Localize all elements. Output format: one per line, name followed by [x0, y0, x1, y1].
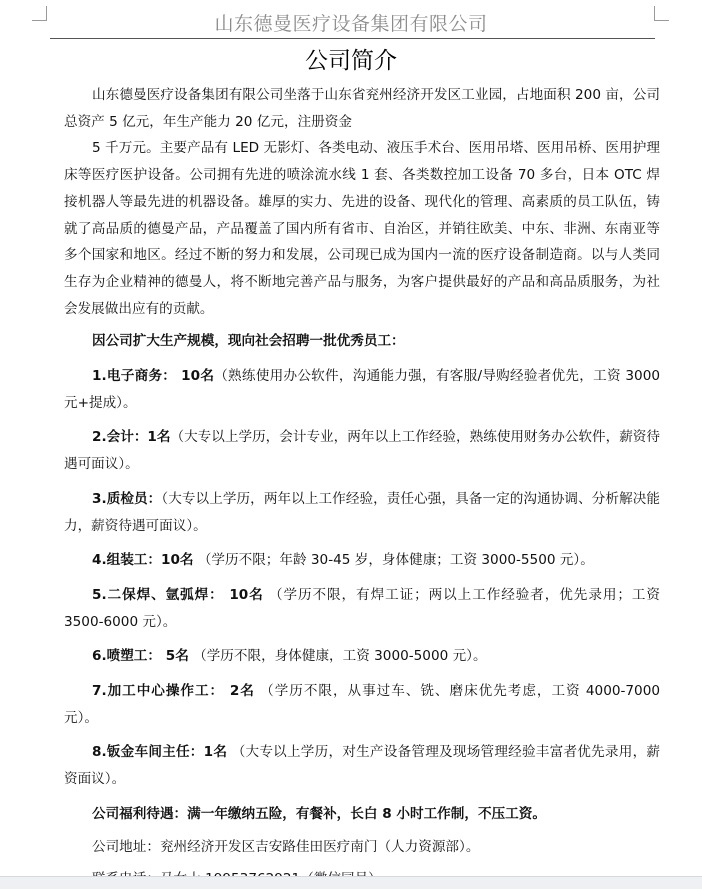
position-item: [64, 547, 660, 574]
benefits-text: 公司福利待遇：满一年缴纳五险，有餐补，长白 8 小时工作制，不压工资。: [92, 805, 546, 822]
position-detail: （学历不限，从事过车、铣、磨床优先考虑，工资 4000-7000 元）。: [64, 683, 660, 726]
position-count: 10名: [161, 552, 194, 569]
position-title: 1.电子商务：: [92, 368, 177, 385]
position-title: 3.质检员：: [92, 490, 162, 507]
position-count: 5名: [161, 648, 189, 665]
position-count: 1名: [203, 744, 228, 761]
position-item: [64, 643, 660, 670]
position-item: [64, 424, 660, 477]
page-header: 山东德曼医疗设备集团有限公司: [214, 13, 488, 35]
position-detail: （学历不限，身体健康，工资 3000-5000 元）。: [188, 648, 487, 665]
position-detail: （大专以上学历，两年以上工作经验，责任心强，具备一定的沟通协调、分析解决能力，薪资待遇可面议）。: [64, 490, 660, 534]
position-detail: （大专以上学历，会计专业，两年以上工作经验，熟练使用财务办公软件，薪资待遇可面议）。: [64, 429, 660, 473]
page-title: 公司简介: [305, 48, 397, 74]
position-detail: （大专以上学历，对生产设备管理及现场管理经验丰富者优先录用，薪资面议）。: [64, 744, 660, 788]
position-item: [64, 678, 660, 731]
position-count: 10名: [176, 368, 215, 385]
recruit-heading-text: 因公司扩大生产规模，现向社会招聘一批优秀员工：: [92, 333, 405, 350]
position-title: 6.喷塑工：: [92, 648, 161, 665]
position-detail: （熟练使用办公软件，沟通能力强，有客服/导购经验者优先，工资 3000 元+提成）。: [64, 368, 661, 411]
position-count: 10名: [223, 586, 264, 603]
position-title: 5.二保焊、氩弧焊：: [92, 586, 224, 603]
address-line: 公司地址：兖州经济开发区吉安路佳田医疗南门（人力资源部）。: [92, 838, 480, 855]
position-detail: （学历不限；年龄 30-45 岁，身体健康；工资 3000-5500 元）。: [193, 552, 594, 569]
position-title: 4.组装工：: [92, 552, 161, 569]
page-bottom-edge: [0, 876, 702, 889]
position-title: 7.加工中心操作工：: [92, 683, 225, 700]
position-item: [64, 739, 660, 792]
position-detail: （学历不限，有焊工证；两以上工作经验者，优先录用；工资 3500-6000 元）。: [64, 586, 660, 630]
position-item: [64, 582, 660, 635]
position-title: 2.会计：: [92, 429, 148, 446]
benefits-line: [64, 801, 660, 828]
intro-paragraph-1: 山东德曼医疗设备集团有限公司坐落于山东省兖州经济开发区工业园，占地面积 200 亩，公司总资产 5 亿元，年生产能力 20 亿元，注册资金: [64, 87, 660, 130]
position-item: [64, 486, 660, 539]
recruit-heading: [64, 328, 660, 355]
position-item: [64, 363, 660, 416]
position-title: 8.钣金车间主任：: [92, 744, 204, 761]
document-body: [64, 82, 660, 893]
position-count: 2名: [224, 683, 255, 700]
intro-paragraph-2: 5 千万元。主要产品有 LED 无影灯、各类电动、液压手术台、医用吊塔、医用吊桥、医用护理床等医疗医护设备。公司拥有先进的喷涂流水线 1 套、各类数控加工设备 70 多台，日本 OTC 焊接机器人等最先进的机器设备。雄厚的实力、先进的设备、现代化的管理、高素质的员工队伍，铸就了高品质的德曼产品，产品覆盖了国内所有省市、自治区，并销往欧美、中东、非洲、东南亚等多个国家和地区。经过不断的努力和发展，公司现已成为国内一流的医疗设备制造商。以与人类同生存为企业精神的德曼人，将不断地完善产品与服务，为客户提供最好的产品和高品质服务，为社会发展做出应有的贡献。: [64, 140, 660, 317]
position-count: 1名: [147, 429, 171, 446]
header-divider: [50, 38, 655, 39]
